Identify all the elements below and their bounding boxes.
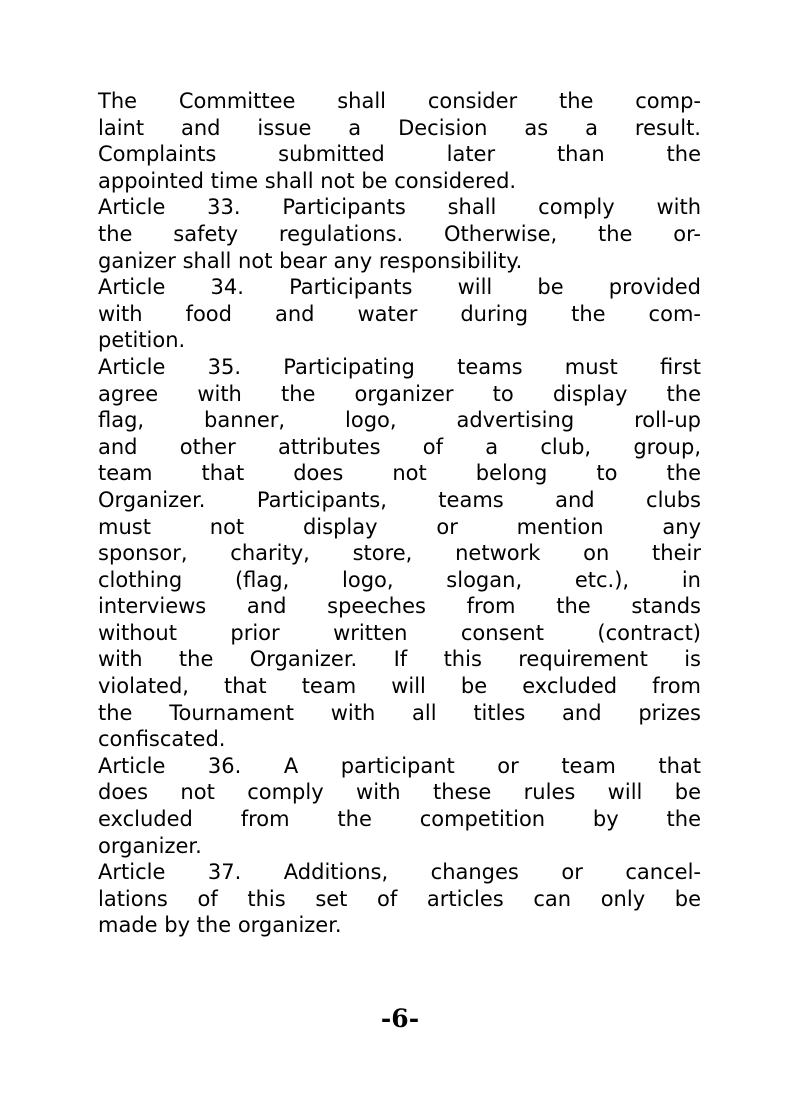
text-line: interviews and speeches from the stands [98, 594, 701, 619]
text-line: petition. [98, 328, 186, 353]
text-line: with the Organizer. If this requirement is [98, 647, 701, 672]
text-line: Article 34. Participants will be provided [98, 275, 701, 300]
text-block [98, 88, 701, 939]
text-line: ganizer shall not bear any responsibility. [98, 248, 523, 273]
text-line: Article 35. Participating teams must first [98, 354, 701, 379]
text-line: The Committee shall consider the comp- [98, 89, 701, 113]
text-line: Article 37. Additions, changes or cancel- [98, 860, 701, 885]
text-line: Article 33. Participants shall comply with [98, 195, 701, 220]
text-line: confiscated. [98, 727, 226, 752]
text-line: Complaints submitted later than the [98, 142, 701, 167]
text-line: flag, banner, logo, advertising roll-up [98, 408, 701, 433]
text-line: agree with the organizer to display the [98, 381, 701, 406]
text-line: sponsor, charity, store, network on their [98, 541, 701, 566]
text-line: clothing (flag, logo, slogan, etc.), in [98, 567, 701, 592]
text-line: without prior written consent (contract) [98, 620, 701, 645]
text-line: Organizer. Participants, teams and clubs [98, 487, 701, 512]
text-line: the Tournament with all titles and prizes [98, 700, 701, 725]
text-line: laint and issue a Decision as a result. [98, 115, 701, 140]
text-line: Article 36. A participant or team that [98, 753, 701, 778]
text-line: team that does not belong to the [98, 461, 701, 486]
text-line: appointed time shall not be considered. [98, 168, 517, 193]
text-line: lations of this set of articles can only be [98, 886, 701, 911]
text-line: and other attributes of a club, group, [98, 434, 701, 459]
text-line: excluded from the competition by the [98, 807, 701, 832]
text-line: made by the organizer. [98, 913, 342, 938]
text-line: the safety regulations. Otherwise, the or- [98, 221, 701, 246]
page-number: -6- [380, 1004, 420, 1033]
text-line: does not comply with these rules will be [98, 780, 701, 805]
text-line: organizer. [98, 833, 202, 858]
text-line: violated, that team will be excluded from [98, 674, 701, 699]
text-line: with food and water during the com- [98, 301, 701, 326]
text-line: must not display or mention any [98, 514, 701, 539]
